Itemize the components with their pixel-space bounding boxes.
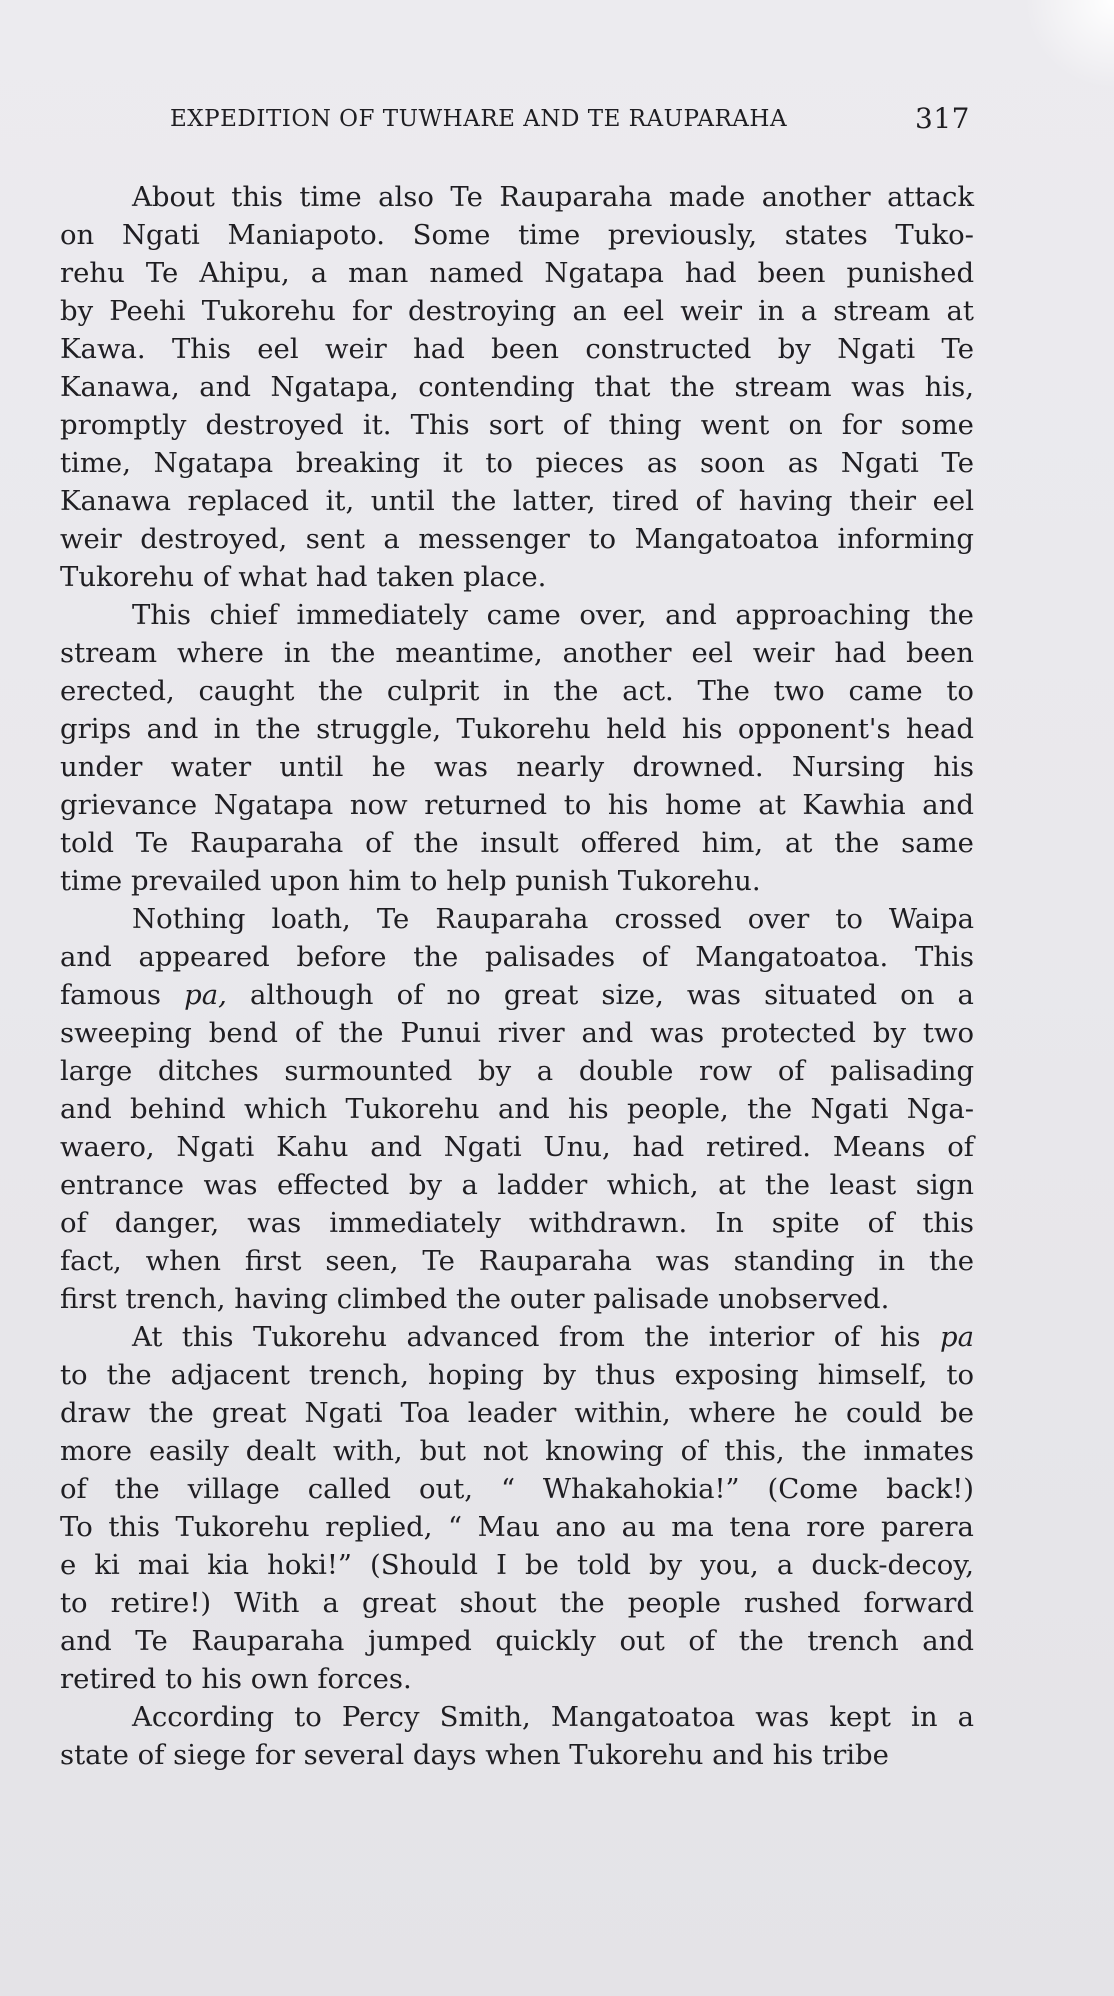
- text-line: and Te Rauparaha jumped quickly out of the trench and: [60, 1625, 974, 1657]
- text-line: grievance Ngatapa now returned to his home at Kawhia and: [60, 789, 975, 821]
- paragraph: [60, 1318, 974, 1698]
- text-line: famous pa, although of no great size, was situated on a: [60, 979, 974, 1011]
- text-line: sweeping bend of the Punui river and was protected by two: [60, 1017, 975, 1049]
- text-line: time, Ngatapa breaking it to pieces as soon as Ngati Te: [60, 447, 975, 479]
- text-line: grips and in the struggle, Tukorehu held his opponent's head: [60, 713, 974, 745]
- text-line: large ditches surmounted by a double row of palisading: [60, 1055, 975, 1087]
- text-line: and appeared before the palisades of Mangatoatoa. This: [60, 941, 974, 973]
- text-line: Kanawa replaced it, until the latter, tired of having their eel: [60, 485, 974, 517]
- page-corner-highlight: [1024, 0, 1114, 90]
- text-line: fact, when first seen, Te Rauparaha was standing in the: [60, 1245, 974, 1277]
- text-line: About this time also Te Rauparaha made another attack: [132, 181, 975, 213]
- text-line: more easily dealt with, but not knowing of this, the inmates: [60, 1435, 974, 1467]
- text-line: Tukorehu of what had taken place.: [60, 561, 547, 593]
- text-line: and behind which Tukorehu and his people, the Ngati Nga-: [60, 1093, 975, 1125]
- text-line: draw the great Ngati Toa leader within, where he could be: [60, 1397, 975, 1429]
- text-line: to retire!) With a great shout the people rushed forward: [60, 1587, 975, 1619]
- text-line: Nothing loath, Te Rauparaha crossed over to Waipa: [132, 903, 974, 935]
- text-line: weir destroyed, sent a messenger to Mangatoatoa informing: [60, 523, 975, 555]
- text-line: At this Tukorehu advanced from the interior of his pa: [132, 1321, 974, 1353]
- paragraph: [60, 900, 974, 1318]
- text-line: To this Tukorehu replied, “ Mau ano au ma tena rore parera: [60, 1511, 974, 1543]
- page-number: 317: [915, 102, 970, 135]
- running-head-title: EXPEDITION OF TUWHARE AND TE RAUPARAHA: [170, 106, 788, 132]
- text-line: promptly destroyed it. This sort of thing went on for some: [60, 409, 974, 441]
- text-line: Kawa. This eel weir had been constructed by Ngati Te: [60, 333, 974, 365]
- text-line: rehu Te Ahipu, a man named Ngatapa had been punished: [60, 257, 975, 289]
- paragraph: [60, 178, 974, 596]
- text-line: retired to his own forces.: [60, 1663, 412, 1695]
- text-line: of the village called out, “ Whakahokia!” (Come back!): [60, 1473, 974, 1505]
- text-line: first trench, having climbed the outer palisade unobserved.: [60, 1283, 890, 1315]
- body-text: [60, 178, 974, 1774]
- text-line: Kanawa, and Ngatapa, contending that the stream was his,: [60, 371, 974, 403]
- text-line: by Peehi Tukorehu for destroying an eel weir in a stream at: [60, 295, 974, 327]
- text-line: told Te Rauparaha of the insult offered him, at the same: [60, 827, 974, 859]
- text-line: to the adjacent trench, hoping by thus exposing himself, to: [60, 1359, 974, 1391]
- paragraph: [60, 596, 974, 900]
- paragraph: [60, 1698, 974, 1774]
- running-header: [170, 102, 970, 140]
- text-line: of danger, was immediately withdrawn. In spite of this: [60, 1207, 975, 1239]
- text-line: This chief immediately came over, and approaching the: [132, 599, 974, 631]
- text-line: waero, Ngati Kahu and Ngati Unu, had retired. Means of: [60, 1131, 974, 1163]
- text-line: state of siege for several days when Tukorehu and his tribe: [60, 1739, 889, 1771]
- text-line: erected, caught the culprit in the act. The two came to: [60, 675, 974, 707]
- text-line: time prevailed upon him to help punish Tukorehu.: [60, 865, 761, 897]
- text-line: under water until he was nearly drowned. Nursing his: [60, 751, 974, 783]
- text-line: on Ngati Maniapoto. Some time previously, states Tuko-: [60, 219, 974, 251]
- text-line: stream where in the meantime, another eel weir had been: [60, 637, 974, 669]
- text-line: entrance was effected by a ladder which, at the least sign: [60, 1169, 974, 1201]
- text-line: According to Percy Smith, Mangatoatoa was kept in a: [132, 1701, 975, 1733]
- text-line: e ki mai kia hoki!” (Should I be told by you, a duck-decoy,: [60, 1549, 974, 1581]
